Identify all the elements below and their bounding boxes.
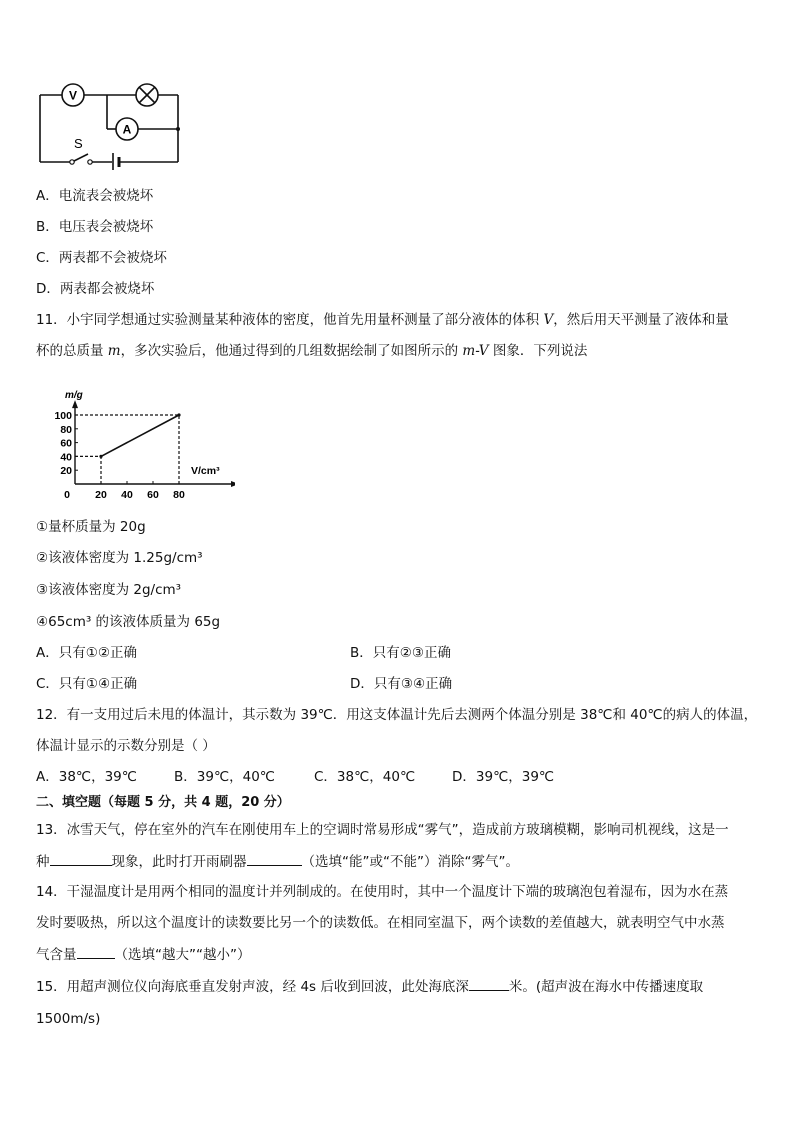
- q15-blank[interactable]: [469, 976, 509, 991]
- q11-option-b: B．只有②③正确: [350, 645, 451, 661]
- y-tick-label: 60: [60, 437, 72, 450]
- x-tick-label: 80: [173, 489, 185, 501]
- q11-option-a: A．只有①②正确: [36, 645, 137, 661]
- q12-option-b: B．39℃，40℃: [174, 769, 275, 785]
- x-tick-label: 60: [147, 489, 159, 501]
- q15-line1: 15．用超声测位仪向海底垂直发射声波，经 4s 后收到回波，此处海底深 米。(超声波在海水中传播速度取: [36, 976, 758, 997]
- q12-stem-line1: 12．有一支用过后未甩的体温计，其示数为 39℃．用这支体温计先后去测两个体温分别是 38℃和 40℃的病人的体温，: [36, 707, 758, 723]
- circuit-diagram: [30, 78, 190, 170]
- q11-option-c: C．只有①④正确: [36, 676, 138, 692]
- data-point: [177, 413, 180, 416]
- q12-stem-line2: 体温计显示的示数分别是（ ）: [36, 738, 216, 754]
- q11-statement-1: ①量杯质量为 20g: [36, 519, 146, 535]
- data-point: [99, 455, 102, 458]
- q13-blank-1[interactable]: [50, 851, 112, 866]
- y-axis-arrow: [72, 400, 78, 408]
- q12-option-a: A．38℃，39℃: [36, 769, 137, 785]
- y-tick-label: 20: [60, 465, 72, 478]
- q13-line1: 13．冰雪天气，停在室外的汽车在刚使用车上的空调时常易形成“雾气”，造成前方玻璃模糊，影响司机视线，这是一: [36, 822, 729, 838]
- q14-line2: 发时要吸热，所以这个温度计的读数要比另一个的读数低。在相同室温下，两个读数的差值越大，就表明空气中水蒸: [36, 915, 725, 931]
- q15-line2: 1500m/s): [36, 1011, 101, 1027]
- q14-line1: 14．干湿温度计是用两个相同的温度计并列制成的。在使用时，其中一个温度计下端的玻璃泡包着湿布，因为水在蒸: [36, 884, 729, 900]
- q14-line3: 气含量 （选填“越大”“越小”）: [36, 944, 758, 965]
- x-tick-label: 0: [64, 489, 70, 501]
- m-v-chart: [50, 372, 235, 504]
- q11-statement-4: ④65cm³ 的该液体质量为 65g: [36, 614, 221, 630]
- q13-blank-2[interactable]: [247, 851, 302, 866]
- q11-statement-3: ③该液体密度为 2g/cm³: [36, 582, 182, 598]
- x-tick-label: 40: [121, 489, 133, 501]
- q11-option-d: D．只有③④正确: [350, 676, 453, 692]
- series-line: [101, 415, 179, 456]
- ammeter-symbol: A: [122, 122, 132, 137]
- y-tick-label: 100: [54, 410, 72, 422]
- x-axis-arrow: [231, 481, 235, 487]
- y-tick-label: 40: [60, 451, 72, 464]
- q11-options-row2: [36, 674, 758, 694]
- q11-statement-2: ②该液体密度为 1.25g/cm³: [36, 550, 203, 566]
- q10-option-a: A．电流表会被烧坏: [36, 188, 154, 204]
- y-axis-label: m/g: [65, 390, 83, 402]
- x-axis-label: V/cm³: [191, 465, 220, 477]
- q10-option-c: C．两表都不会被烧坏: [36, 250, 167, 266]
- switch-label: S: [74, 136, 83, 151]
- q10-option-b: B．电压表会被烧坏: [36, 219, 154, 235]
- x-tick-label: 20: [95, 489, 107, 501]
- section-heading: 二、填空题（每题 5 分，共 4 题，20 分）: [36, 795, 290, 810]
- q11-stem-line1: 11．小宇同学想通过实验测量某种液体的密度，他首先用量杯测量了部分液体的体积 V，然后用天平测量了液体和量: [36, 312, 729, 328]
- q11-options-row1: [36, 643, 758, 663]
- q12-option-c: C．38℃，40℃: [314, 769, 416, 785]
- q12-option-d: D．39℃，39℃: [452, 769, 555, 785]
- q10-option-d: D．两表都会被烧坏: [36, 281, 155, 297]
- q13-line2: 种 现象，此时打开雨刷器 （选填“能”或“不能”）消除“雾气”。: [36, 851, 758, 872]
- q14-blank[interactable]: [77, 944, 115, 959]
- voltmeter-symbol: V: [68, 88, 78, 103]
- q11-stem-line2: 杯的总质量 m，多次实验后，他通过得到的几组数据绘制了如图所示的 m-V 图象．下列说法: [36, 343, 588, 359]
- y-tick-label: 80: [60, 423, 72, 436]
